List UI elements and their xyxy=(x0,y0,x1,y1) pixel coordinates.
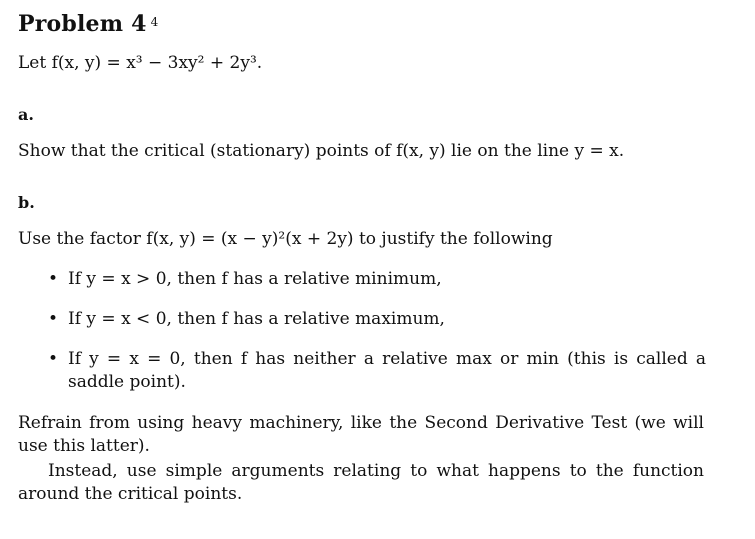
bullet-item-saddle xyxy=(18,348,706,394)
problem-title xyxy=(18,10,708,38)
bullet-item-maximum xyxy=(18,308,708,348)
part-b-lead: Use the factor f(x, y) = (x − y)²(x + 2y) to justify the following xyxy=(18,229,553,249)
bullet-text: If y = x = 0, then f has neither a relative max or min (this is called a saddle point). xyxy=(68,349,706,392)
closing-paragraph-1: Refrain from using heavy machinery, like the Second Derivative Test (we will use this latter). xyxy=(18,413,704,456)
closing-paragraph-2: Instead, use simple arguments relating to what happens to the function around the critical points. xyxy=(18,461,704,504)
part-a-label: a. xyxy=(18,105,34,124)
part-a-text: Show that the critical (stationary) points of f(x, y) lie on the line y = x. xyxy=(18,141,625,161)
bullet-icon: • xyxy=(48,309,59,329)
part-b-label: b. xyxy=(18,193,35,212)
bullet-icon: • xyxy=(48,349,59,369)
part-b-bullet-list xyxy=(18,268,708,394)
bullet-text: If y = x > 0, then f has a relative minimum, xyxy=(68,269,442,289)
footnote-mark: 4 xyxy=(150,15,159,29)
bullet-item-minimum xyxy=(18,268,708,308)
problem-intro: Let f(x, y) = x³ − 3xy² + 2y³. xyxy=(18,53,263,73)
bullet-icon: • xyxy=(48,269,59,289)
problem-title-text: Problem 4 xyxy=(18,11,147,37)
problem-document xyxy=(18,10,708,504)
bullet-text: If y = x < 0, then f has a relative maximum, xyxy=(68,309,445,329)
